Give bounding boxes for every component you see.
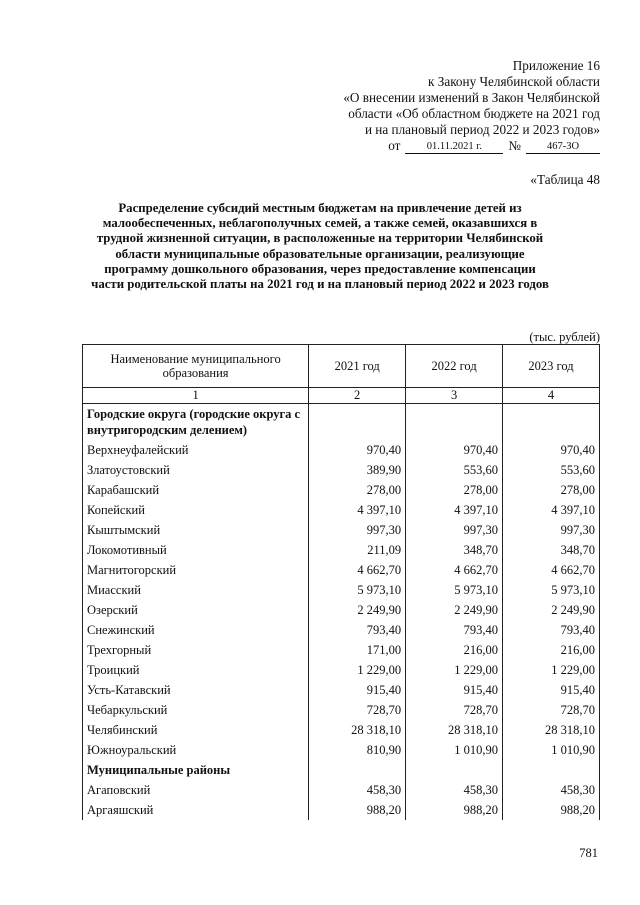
value-2022: 4 662,70	[406, 560, 503, 580]
column-number: 1	[83, 388, 309, 404]
value-2023: 458,30	[503, 780, 600, 800]
value-2021: 5 973,10	[309, 580, 406, 600]
appendix-line: области «Об областном бюджете на 2021 год	[348, 106, 600, 121]
value-2021: 4 662,70	[309, 560, 406, 580]
table-header-row	[83, 345, 600, 388]
appendix-line: к Закону Челябинской области	[428, 74, 600, 89]
value-2023: 915,40	[503, 680, 600, 700]
municipality-name: Локомотивный	[83, 540, 309, 560]
value-2023: 1 010,90	[503, 740, 600, 760]
from-label: от	[388, 138, 401, 153]
table-row	[83, 480, 600, 500]
value-2022: 988,20	[406, 800, 503, 820]
value-2021: 4 397,10	[309, 500, 406, 520]
municipality-name: Верхнеуфалейский	[83, 440, 309, 460]
value-2022: 458,30	[406, 780, 503, 800]
value-2021: 997,30	[309, 520, 406, 540]
municipality-name: Южноуральский	[83, 740, 309, 760]
value-2022: 970,40	[406, 440, 503, 460]
value-2022: 28 318,10	[406, 720, 503, 740]
subsidy-table	[82, 344, 600, 820]
header-2022: 2022 год	[406, 345, 503, 388]
table-row	[83, 600, 600, 620]
value-2022: 4 397,10	[406, 500, 503, 520]
value-2022: 348,70	[406, 540, 503, 560]
table-row	[83, 460, 600, 480]
value-2022: 278,00	[406, 480, 503, 500]
municipality-name: Чебаркульский	[83, 700, 309, 720]
column-number-row	[83, 388, 600, 404]
number-label: №	[508, 138, 521, 153]
municipality-name: Карабашский	[83, 480, 309, 500]
value-2023: 4 397,10	[503, 500, 600, 520]
value-2023: 970,40	[503, 440, 600, 460]
value-2023: 988,20	[503, 800, 600, 820]
value-2022: 793,40	[406, 620, 503, 640]
municipality-name: Аргаяшский	[83, 800, 309, 820]
table-row	[83, 500, 600, 520]
value-2023: 793,40	[503, 620, 600, 640]
value-2022: 728,70	[406, 700, 503, 720]
municipality-name: Копейский	[83, 500, 309, 520]
table-row	[83, 700, 600, 720]
value-2023: 5 973,10	[503, 580, 600, 600]
header-2023: 2023 год	[503, 345, 600, 388]
value-2023: 728,70	[503, 700, 600, 720]
value-2023: 1 229,00	[503, 660, 600, 680]
group-label: Городские округа (городские округа с внутригородским делением)	[83, 404, 309, 441]
value-2021: 810,90	[309, 740, 406, 760]
value-2023: 278,00	[503, 480, 600, 500]
law-date-number	[388, 138, 600, 154]
value-2022: 915,40	[406, 680, 503, 700]
column-number: 2	[309, 388, 406, 404]
municipality-name: Миасский	[83, 580, 309, 600]
value-2022: 1 229,00	[406, 660, 503, 680]
value-2023: 997,30	[503, 520, 600, 540]
value-2021: 793,40	[309, 620, 406, 640]
table-row	[83, 580, 600, 600]
table-row	[83, 440, 600, 460]
municipality-name: Трехгорный	[83, 640, 309, 660]
value-2021: 278,00	[309, 480, 406, 500]
municipality-name: Магнитогорский	[83, 560, 309, 580]
column-number: 3	[406, 388, 503, 404]
page-number: 781	[579, 846, 598, 860]
table-label: «Таблица 48	[530, 172, 600, 187]
value-2023: 348,70	[503, 540, 600, 560]
value-2022: 2 249,90	[406, 600, 503, 620]
column-number: 4	[503, 388, 600, 404]
value-2021: 1 229,00	[309, 660, 406, 680]
municipality-name: Агаповский	[83, 780, 309, 800]
table-row	[83, 740, 600, 760]
value-2021: 28 318,10	[309, 720, 406, 740]
units-label: (тыс. рублей)	[529, 330, 600, 344]
municipality-name: Челябинский	[83, 720, 309, 740]
value-2021: 728,70	[309, 700, 406, 720]
value-2022: 553,60	[406, 460, 503, 480]
municipality-name: Усть-Катавский	[83, 680, 309, 700]
header-2021: 2021 год	[309, 345, 406, 388]
value-2023: 553,60	[503, 460, 600, 480]
group-row-districts	[83, 760, 600, 780]
municipality-name: Троицкий	[83, 660, 309, 680]
group-label: Муниципальные районы	[83, 760, 309, 780]
value-2021: 211,09	[309, 540, 406, 560]
value-2021: 458,30	[309, 780, 406, 800]
value-2021: 970,40	[309, 440, 406, 460]
municipality-name: Кыштымский	[83, 520, 309, 540]
appendix-header	[260, 58, 600, 154]
table-row	[83, 620, 600, 640]
appendix-line: Приложение 16	[512, 58, 600, 73]
value-2023: 28 318,10	[503, 720, 600, 740]
value-2021: 988,20	[309, 800, 406, 820]
table-row	[83, 800, 600, 820]
municipality-name: Снежинский	[83, 620, 309, 640]
group-row-urban	[83, 404, 600, 441]
appendix-line: и на плановый период 2022 и 2023 годов»	[364, 122, 600, 137]
table-row	[83, 680, 600, 700]
value-2021: 171,00	[309, 640, 406, 660]
table-row	[83, 520, 600, 540]
table-row	[83, 640, 600, 660]
municipality-name: Златоустовский	[83, 460, 309, 480]
value-2021: 915,40	[309, 680, 406, 700]
value-2021: 389,90	[309, 460, 406, 480]
value-2022: 1 010,90	[406, 740, 503, 760]
table-row	[83, 560, 600, 580]
value-2023: 4 662,70	[503, 560, 600, 580]
appendix-line: «О внесении изменений в Закон Челябинской	[343, 90, 600, 105]
table-row	[83, 780, 600, 800]
table-row	[83, 720, 600, 740]
value-2021: 2 249,90	[309, 600, 406, 620]
document-title: Распределение субсидий местным бюджетам на привлечение детей из малообеспеченных, неблагополучных семей, а также семей, оказавшихся в трудной жизненной ситуации, в расположенные на территории Челябинской области муниципальные образовательные организации, реализующие программу дошкольного образования, через предоставление компенсации части родительской платы на 2021 год и на плановый период 2022 и 2023 годов	[91, 201, 549, 292]
table-row	[83, 660, 600, 680]
header-municipality: Наименование муниципального образования	[83, 345, 309, 388]
law-number: 467-ЗО	[526, 140, 600, 154]
law-date: 01.11.2021 г.	[405, 140, 503, 154]
table-row	[83, 540, 600, 560]
value-2023: 216,00	[503, 640, 600, 660]
value-2022: 5 973,10	[406, 580, 503, 600]
value-2022: 997,30	[406, 520, 503, 540]
value-2023: 2 249,90	[503, 600, 600, 620]
value-2022: 216,00	[406, 640, 503, 660]
municipality-name: Озерский	[83, 600, 309, 620]
